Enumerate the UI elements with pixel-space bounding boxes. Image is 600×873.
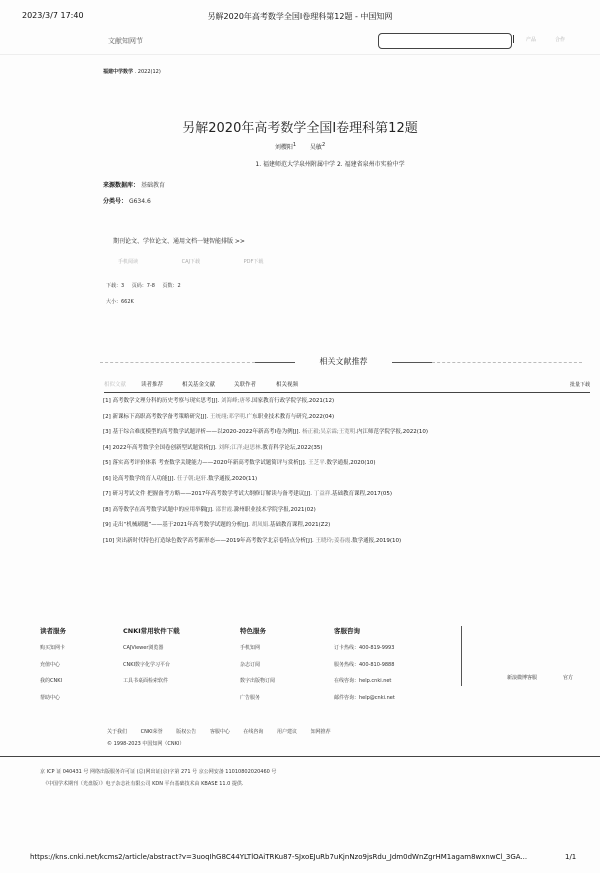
footer-link[interactable]: 在线咨询 (243, 729, 264, 735)
publisher-info: 《中国学术期刊（光盘版）》电子杂志社有限公司 KDN 平台基础技术由 KBASE 11.0 提供. (43, 781, 244, 787)
footer-link[interactable]: 充值中心 (40, 661, 61, 668)
footer-link[interactable]: 版权公告 (176, 729, 197, 735)
list-item[interactable]: [7] 研习考试文件 把握备考方略——2017年高考数学考试大纲修订解读与备考建议[J]. 丁益祥.基础教育课程,2017(05) (103, 491, 393, 497)
caj-download-button[interactable]: CAJ下载 (181, 259, 200, 265)
footer-col-software (123, 626, 180, 694)
classification (103, 196, 151, 205)
footer-contact: 订卡热线：400-819-9993 (334, 645, 395, 651)
footer-col-reader-services (40, 626, 66, 710)
divider-line (432, 362, 582, 363)
author-link[interactable]: 刘樱阳$^1$ (274, 142, 297, 151)
footer-link[interactable]: 广告服务 (240, 694, 261, 701)
footer-link[interactable]: 在线咨询：help.cnki.net (334, 678, 392, 684)
reference-list (103, 396, 583, 551)
batch-download-button[interactable]: 批量下载 (569, 382, 590, 388)
page-range: 页码：7-8 (131, 283, 155, 289)
author-link[interactable]: 吴敏$^2$ (309, 142, 326, 151)
footer-heading: 特色服务 (240, 627, 266, 635)
footer-link[interactable]: CNKI数字化学习平台 (123, 661, 170, 668)
print-url: https://kns.cnki.net/kcms2/article/abstract?v=3uoqIhG8C44YLTlOAiTRKu87-SJxoEJuRb7uKjnNzo9jsRdu_Jdm0dWnZgrHM1agam8wxnwCl_3GA... (30, 853, 528, 861)
journal-info (103, 68, 161, 75)
footer-col-customer-service (334, 626, 395, 710)
official-link[interactable]: 官方 (563, 675, 574, 681)
pdf-download-button[interactable]: PDF下载 (243, 259, 264, 265)
divider-line (392, 362, 432, 363)
page-count: 页数：2 (162, 283, 181, 289)
print-datetime: 2023/3/7 17:40 (22, 11, 84, 20)
print-page-title: 另解2020年高考数学全国Ⅰ卷理科第12题 - 中国知网 (207, 12, 393, 21)
class-value: G634.6 (128, 198, 151, 205)
tab-related-videos[interactable]: 相关视频 (276, 382, 299, 388)
list-item[interactable]: [4] 2022年高考数学全国卷创新型试题赏析[J]. 刘辉;江洋;赵思林.教育科学论坛,2022(35) (103, 444, 323, 451)
nav-link-products[interactable]: 产品 (526, 37, 537, 43)
smart-typesetting-link[interactable]: 期刊论文、学位论文、通用文档一键智能排版 >> (113, 238, 245, 245)
footer-columns (40, 626, 600, 736)
list-item[interactable]: [2] 新课标下高职高考数学备考策略研究[J]. 王统翊;邓学明.广东职业技术教育与研究,2022(04) (103, 413, 335, 420)
footer-link[interactable]: 我的CNKI (40, 678, 62, 684)
divider-line (255, 362, 295, 363)
footer-links (107, 728, 343, 735)
related-header-title: 相关文献推荐 (319, 357, 368, 366)
class-label: 分类号： (103, 198, 128, 205)
footer-col-special-services (240, 626, 275, 710)
tab-related-authors[interactable]: 关联作者 (234, 382, 257, 388)
footer-link[interactable]: 关于我们 (107, 729, 128, 735)
footer-link[interactable]: 用户建议 (277, 729, 298, 735)
list-item[interactable]: [8] 高等数学在高考数学试题中的应用举隅[J]. 邵世霞.滁州职业技术学院学报,2021(02) (103, 506, 316, 513)
footer-link[interactable]: 杂志订阅 (240, 661, 261, 668)
file-size: 大小：662K (106, 299, 134, 305)
tab-fund-literature[interactable]: 相关基金文献 (182, 382, 216, 388)
footer-link[interactable]: 购买知网卡 (40, 645, 66, 651)
tab-similar[interactable]: 相似文献 (104, 382, 127, 388)
journal-issue[interactable]: 2022(12) (137, 69, 161, 75)
download-buttons (118, 258, 305, 265)
footer-link[interactable]: 工具书桌面检索软件 (123, 678, 169, 684)
article-title: 另解2020年高考数学全国Ⅰ卷理科第12题 (182, 121, 418, 136)
article-stats (106, 282, 187, 289)
list-item[interactable]: [10] 突出新时代特色打造绿色数学高考新形态——2019年高考数学北京卷特点分析[J]. 王晓玲;姜春霞.数学通报,2019(10) (103, 537, 402, 544)
footer-link[interactable]: CAJViewer浏览器 (123, 645, 164, 651)
weibo-link[interactable]: 新浪微博客服 (507, 675, 538, 681)
list-item[interactable]: [6] 论高考数学的育人功能[J]. 任子朝;赵轩.数学通报,2020(11) (103, 475, 258, 482)
footer-divider (461, 626, 462, 686)
footer-link[interactable]: 数字出版物订阅 (240, 678, 276, 684)
footer-contact: 服务热线：400-810-9888 (334, 661, 395, 668)
footer-link[interactable]: 客服中心 (209, 729, 230, 735)
tab-reader-recommend[interactable]: 读者推荐 (141, 382, 164, 388)
list-item[interactable]: [1] 高考数学文理分科的历史考察与现实思考[J]. 刘海峰;唐琴.国家教育行政学院学报,2021(12) (103, 398, 335, 404)
source-db-label: 来源数据库： (103, 182, 140, 189)
list-item[interactable]: [3] 基于综合难度模型的高考数学试题评析——以2020-2022年新高考Ⅰ卷为例[J]. 杨正毅;吴京霖;王宽明.内江师范学院学报,2022(10) (103, 429, 429, 435)
footer-link[interactable]: 帮助中心 (40, 694, 61, 701)
footer-heading: 读者服务 (40, 627, 66, 635)
footer-link[interactable]: CNKI荣誉 (140, 729, 163, 735)
top-bar (0, 30, 600, 55)
print-page-number: 1/1 (565, 853, 577, 861)
related-tabs (104, 378, 590, 393)
copyright: © 1998-2023 中国知网（CNKI） (107, 741, 185, 747)
list-item[interactable]: [9] 走出“机械刷题”——基于2021年高考数学试题的分析[J]. 胡凤娟.基础教育课程,2021(Z2) (103, 522, 331, 528)
affiliations[interactable]: 1. 福建师范大学泉州附属中学 2. 福建省泉州市实验中学 (255, 161, 405, 168)
footer-link[interactable]: 知网推荐 (310, 729, 331, 735)
source-database (103, 180, 165, 189)
related-header (100, 355, 580, 369)
journal-sep: . (134, 69, 138, 75)
nav-link-cooperation[interactable]: 合作 (555, 37, 566, 43)
mobile-read-button[interactable]: 手机阅读 (118, 259, 139, 265)
print-header (0, 11, 600, 25)
divider-line (100, 362, 255, 363)
search-input[interactable] (378, 33, 512, 49)
author-list (0, 142, 600, 151)
journal-name[interactable]: 福建中学数学 (103, 69, 134, 75)
brand-logo-text[interactable]: 文献知网节 (108, 37, 143, 45)
source-db-value: 基础教育 (140, 182, 165, 189)
footer-link[interactable]: 邮件咨询：help@cnki.net (334, 694, 395, 701)
footer-heading: CNKI常用软件下载 (123, 627, 180, 635)
list-item[interactable]: [5] 落实高考评价体系 考查数学关键能力——2020年新高考数学试题简评与赏析[J]. 王芝平.数学通报,2020(10) (103, 460, 376, 466)
footer-divider (0, 756, 600, 757)
search-divider (513, 35, 514, 43)
footer-heading: 客服咨询 (334, 627, 360, 635)
download-count: 下载：3 (106, 283, 125, 289)
footer-link[interactable]: 手机知网 (240, 645, 261, 651)
icp-license: 京 ICP 证 040431 号 网络出版服务许可证 (总)网出证(京)字第 271 号 京公网安备 11010802020460 号 (40, 769, 277, 775)
